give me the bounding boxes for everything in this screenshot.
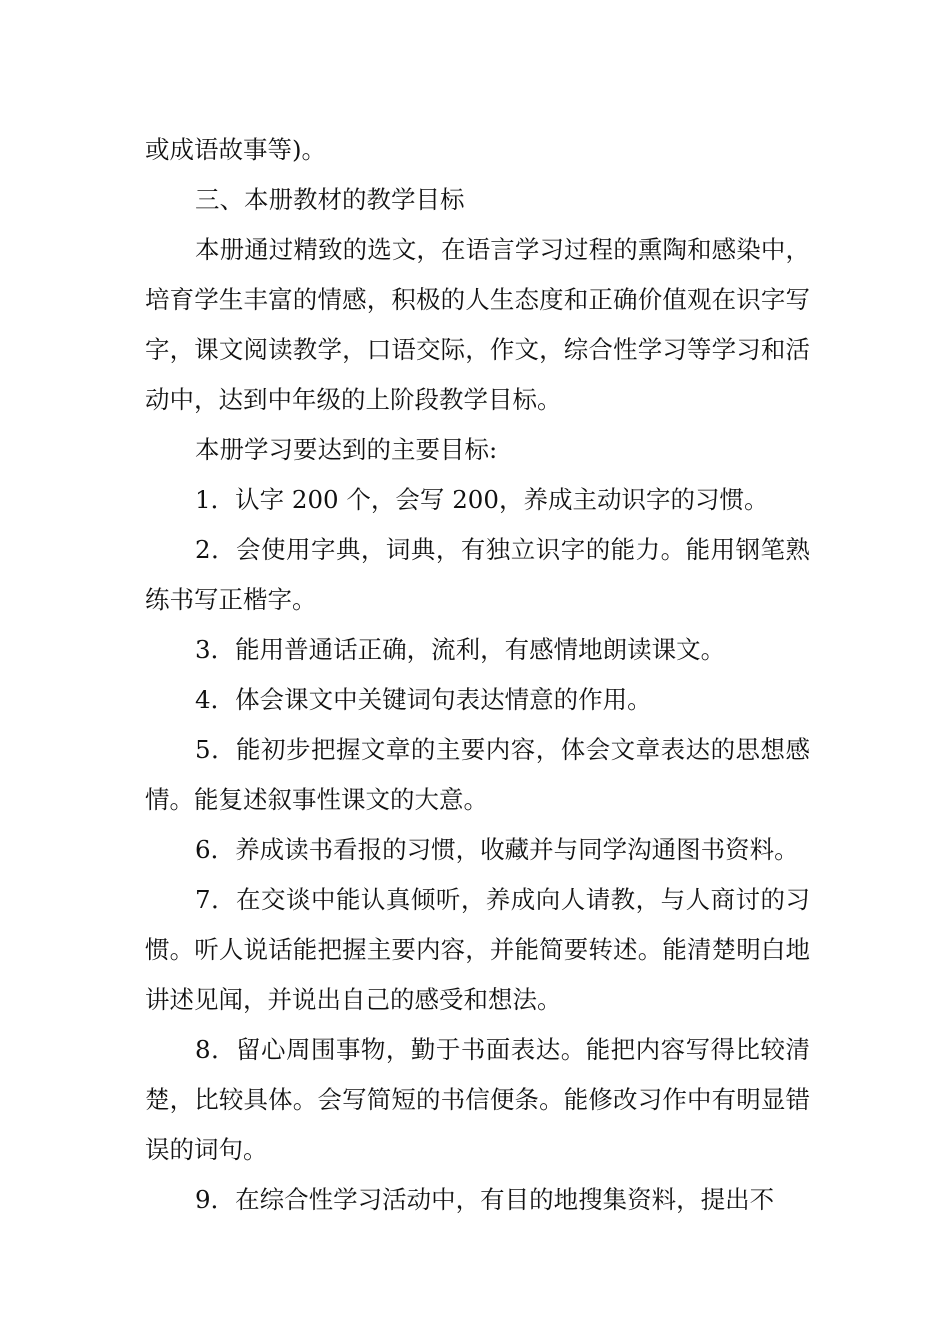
paragraph-continuation: 或成语故事等)。	[145, 135, 327, 164]
goal-item-3: 3．能用普通话正确，流利，有感情地朗读课文。	[195, 635, 726, 664]
goal-item-8: 8．留心周围事物，勤于书面表达。能把内容写得比较清楚，比较具体。会写简短的书信便条。能修改习作中有明显错误的词句。	[145, 1035, 810, 1164]
paragraph-intro: 本册通过精致的选文，在语言学习过程的熏陶和感染中，培育学生丰富的情感，积极的人生态度和正确价值观在识字写字，课文阅读教学，口语交际，作文，综合性学习等学习和活动中，达到中年级的上阶段教学目标。	[145, 235, 810, 414]
goal-item-9: 9．在综合性学习活动中，有目的地搜集资料，提出不	[195, 1185, 775, 1214]
goal-item-2: 2．会使用字典，词典，有独立识字的能力。能用钢笔熟练书写正楷字。	[145, 535, 810, 614]
goal-item-5: 5．能初步把握文章的主要内容，体会文章表达的思想感情。能复述叙事性课文的大意。	[145, 735, 810, 814]
section-heading: 三、本册教材的教学目标	[195, 185, 465, 214]
goal-item-7: 7．在交谈中能认真倾听，养成向人请教，与人商讨的习惯。听人说话能把握主要内容，并能简要转述。能清楚明白地讲述见闻，并说出自己的感受和想法。	[145, 885, 810, 1014]
document-page	[145, 125, 810, 1225]
goal-item-6: 6．养成读书看报的习惯，收藏并与同学沟通图书资料。	[195, 835, 799, 864]
goal-item-1: 1．认字 200 个，会写 200，养成主动识字的习惯。	[195, 485, 769, 514]
goal-item-4: 4．体会课文中关键词句表达情意的作用。	[195, 685, 652, 714]
goals-lead: 本册学习要达到的主要目标:	[195, 435, 498, 464]
